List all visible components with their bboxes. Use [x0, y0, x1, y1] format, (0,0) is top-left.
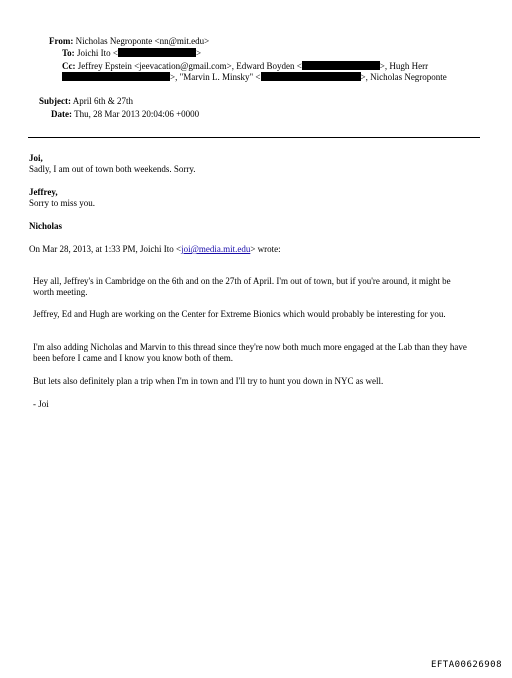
cc-row-2: [62, 72, 447, 83]
attribution-post: > wrote:: [250, 244, 281, 254]
quoted-signature: - Joi: [33, 399, 49, 409]
date-value: Thu, 28 Mar 2013 20:04:06 +0000: [74, 109, 200, 119]
cc-row-1: [62, 61, 428, 72]
email-link[interactable]: joi@media.mit.edu: [181, 244, 251, 254]
subject-row: [39, 96, 133, 107]
cc-label: Cc:: [62, 61, 76, 71]
cc-line1-a: Jeffrey Epstein <jeevacation@gmail.com>, Edward Boyden <: [77, 61, 302, 71]
greeting-jeffrey: Jeffrey,: [29, 187, 58, 197]
attribution-pre: On Mar 28, 2013, at 1:33 PM, Joichi Ito <: [29, 244, 182, 254]
quoted-paragraph-1: Hey all, Jeffrey's in Cambridge on the 6th and on the 27th of April. I'm out of town, but if you're around, it might be worth meeting.: [33, 276, 451, 297]
to-suffix: >: [196, 48, 202, 58]
date-label: Date:: [51, 109, 72, 119]
reply-line-1: Sadly, I am out of town both weekends. Sorry.: [29, 164, 196, 174]
redaction-box: [62, 72, 170, 81]
redaction-box: [261, 72, 361, 81]
quoted-paragraph-4: But lets also definitely plan a trip when I'm in town and I'll try to hunt you down in NYC as well.: [33, 376, 384, 386]
quoted-paragraph-2: Jeffrey, Ed and Hugh are working on the Center for Extreme Bionics which would probably be interesting for you.: [33, 309, 446, 319]
greeting-joi: Joi,: [29, 153, 43, 163]
attribution-line: [29, 244, 281, 255]
to-label: To:: [62, 48, 75, 58]
document-id: EFTA00626908: [430, 660, 502, 670]
reply-line-2: Sorry to miss you.: [29, 198, 96, 208]
redaction-box: [302, 61, 380, 70]
to-row: [62, 48, 201, 59]
cc-line2-b: >, Nicholas Negroponte: [360, 72, 447, 82]
cc-line1-b: >, Hugh Herr: [379, 61, 429, 71]
subject-value: April 6th & 27th: [72, 96, 134, 106]
from-label: From:: [49, 36, 74, 46]
redaction-box: [118, 48, 196, 57]
to-prefix: Joichi Ito <: [76, 48, 119, 58]
signature: Nicholas: [29, 221, 63, 231]
date-row: [51, 109, 199, 120]
from-row: [49, 36, 209, 47]
from-value: Nicholas Negroponte <nn@mit.edu>: [75, 36, 210, 46]
quoted-paragraph-3: I'm also adding Nicholas and Marvin to this thread since they're now both much more engaged at the Lab than they have been before I came and I know you know both of them.: [33, 342, 467, 363]
subject-label: Subject:: [39, 96, 71, 106]
header-divider: [28, 137, 480, 138]
cc-line2-a: >, "Marvin L. Minsky" <: [170, 72, 261, 82]
